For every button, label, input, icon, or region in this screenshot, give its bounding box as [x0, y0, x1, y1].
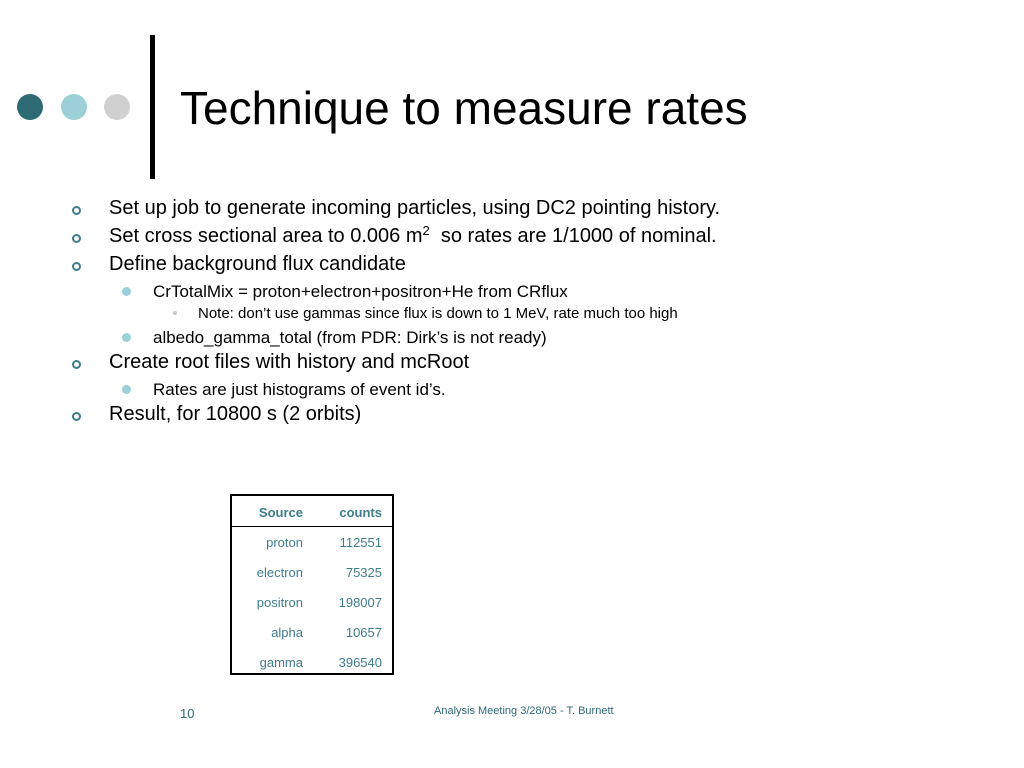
ring-bullet-icon: [72, 412, 81, 421]
bullet-text: so rates are 1/1000 of nominal.: [429, 225, 717, 247]
count-cell: 10657: [345, 625, 382, 640]
bullet-text: Set cross sectional area to 0.006 m: [109, 225, 423, 247]
count-cell: 112551: [339, 535, 382, 550]
sub-sub-bullet-item: [72, 306, 752, 322]
decor-dot-mid: [61, 94, 87, 120]
ring-bullet-icon: [72, 206, 81, 215]
ring-bullet-icon: [72, 360, 81, 369]
bullet-item: [72, 223, 752, 247]
sub-bullet-text: Rates are just histograms of event id’s.: [153, 380, 446, 399]
bullet-text: Set up job to generate incoming particles, using DC2 pointing history.: [109, 197, 721, 219]
bullet-text: Define background flux candidate: [109, 253, 406, 275]
small-dot-bullet-icon: [173, 311, 177, 315]
sub-bullet-item: [72, 328, 752, 347]
footer-text: Analysis Meeting 3/28/05 - T. Burnett: [434, 705, 614, 717]
title-divider: [150, 35, 155, 179]
dot-bullet-icon: [122, 287, 131, 296]
dot-bullet-icon: [122, 385, 131, 394]
superscript: 2: [422, 223, 430, 238]
header-source: Source: [258, 505, 303, 520]
bullet-text: Result, for 10800 s (2 orbits): [109, 403, 362, 425]
sub-bullet-item: [72, 380, 752, 399]
count-cell: 396540: [338, 655, 382, 670]
bullet-item: [72, 254, 752, 275]
source-cell: gamma: [259, 655, 303, 670]
sub-bullet-text: CrTotalMix = proton+electron+positron+He from CRflux: [153, 282, 568, 301]
bullet-item: [72, 198, 752, 219]
results-table: [230, 494, 394, 675]
bullet-item: [72, 404, 752, 425]
source-cell: proton: [266, 535, 303, 550]
sub-bullet-text: albedo_gamma_total (from PDR: Dirk’s is not ready): [153, 328, 547, 347]
dot-bullet-icon: [122, 333, 131, 342]
source-cell: alpha: [271, 625, 303, 640]
ring-bullet-icon: [72, 262, 81, 271]
count-cell: 198007: [338, 595, 382, 610]
header-counts: counts: [339, 505, 382, 520]
source-cell: electron: [256, 565, 303, 580]
bullet-list: [72, 198, 752, 432]
count-cell: 75325: [345, 565, 382, 580]
page-number: 10: [180, 706, 195, 721]
ring-bullet-icon: [72, 234, 81, 243]
table-header: [232, 496, 392, 527]
decor-dot-dark: [17, 94, 43, 120]
bullet-item: [72, 352, 752, 373]
decor-dot-light: [104, 94, 130, 120]
bullet-text: Create root files with history and mcRoot: [109, 351, 470, 373]
sub-bullet-item: [72, 282, 752, 301]
source-cell: positron: [256, 595, 303, 610]
sub-sub-bullet-text: Note: don’t use gammas since flux is down to 1 MeV, rate much too high: [198, 305, 678, 322]
slide-title: Technique to measure rates: [180, 82, 748, 134]
